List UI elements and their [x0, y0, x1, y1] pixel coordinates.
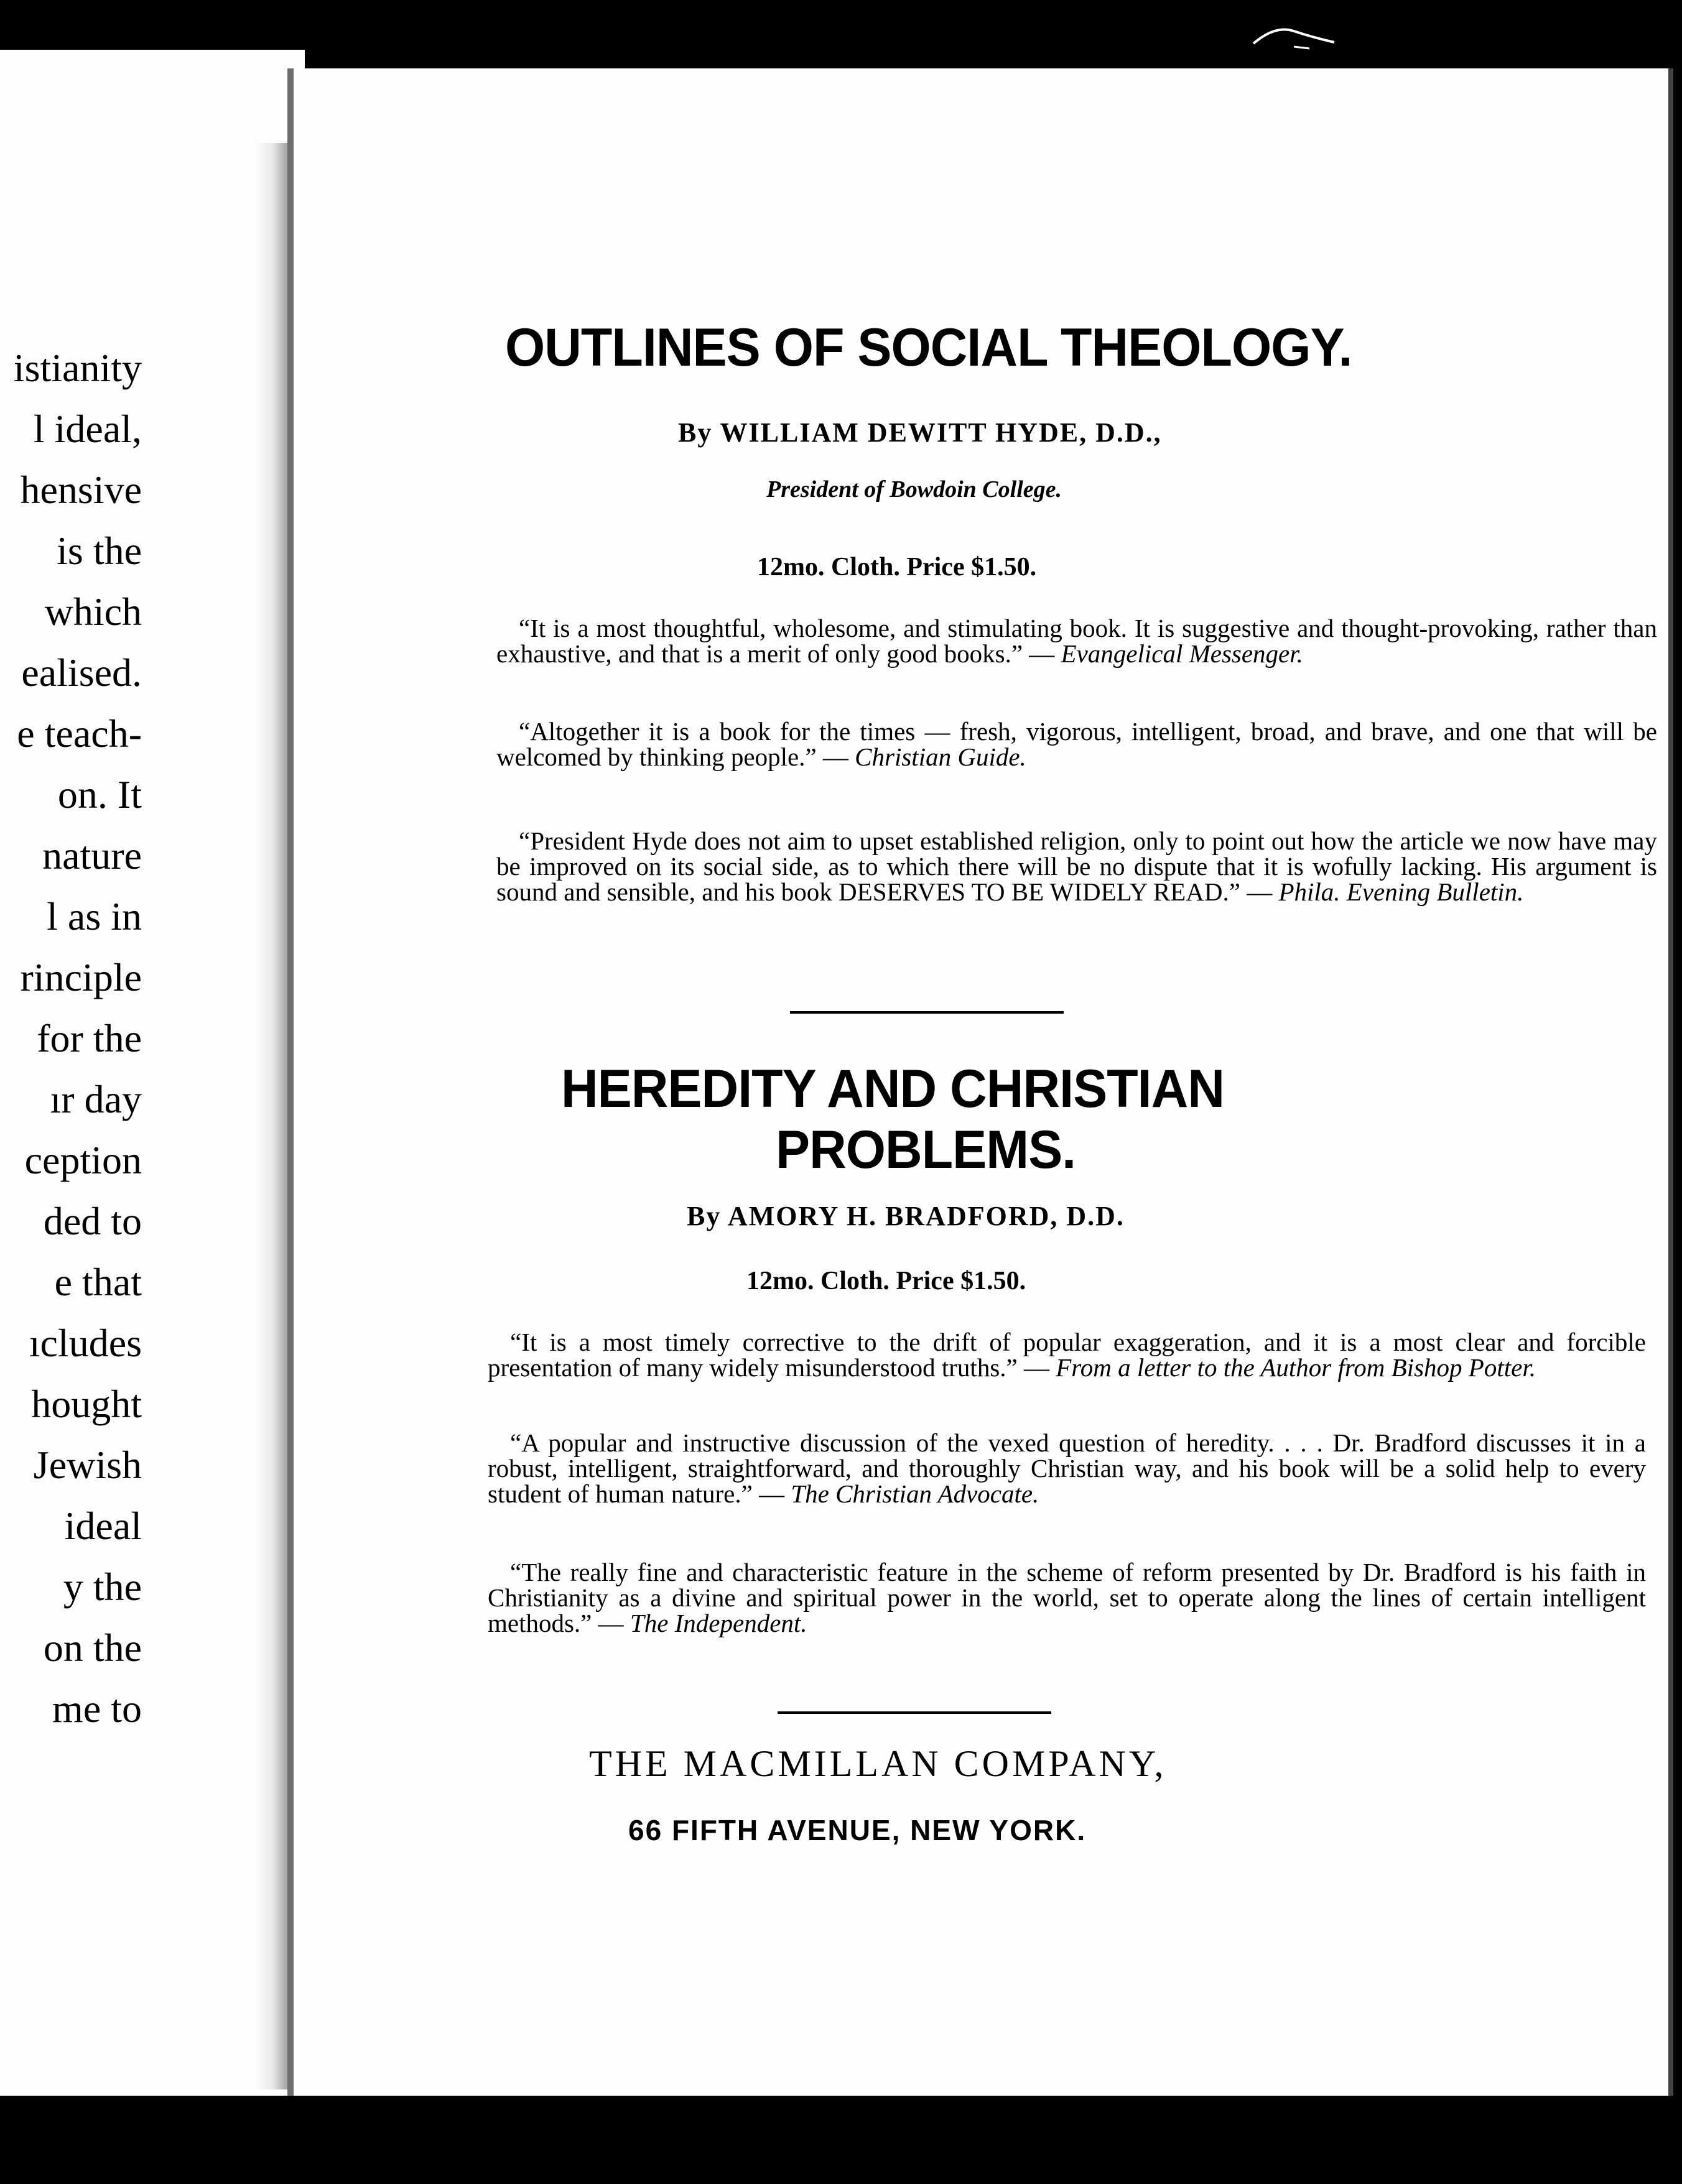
- left-line: hought: [31, 1382, 142, 1426]
- publisher-name: THE MACMILLAN COMPANY,: [589, 1743, 1167, 1784]
- review-source: The Christian Advocate.: [791, 1479, 1039, 1508]
- left-line: ideal: [64, 1504, 142, 1548]
- review-text: “It is a most thoughtful, wholesome, and stimulating book. It is suggestive and thought-provoking, rather than exhaustive, and that is a merit of only good books.” —: [496, 614, 1657, 668]
- book1-price: 12mo. Cloth. Price $1.50.: [757, 553, 1037, 581]
- left-line: on the: [43, 1626, 142, 1670]
- review-text: “President Hyde does not aim to upset established religion, only to point out how the article we now have may be improved on its social side, as to which there will be no dispute that it is wofully lacking. His argument is sound and sensible, and his book DESERVES TO BE WIDELY READ.” —: [496, 826, 1657, 906]
- book1-title: OUTLINES OF SOCIAL THEOLOGY.: [505, 318, 1352, 377]
- review-source: Christian Guide.: [855, 743, 1026, 771]
- review-source: Phila. Evening Bulletin.: [1278, 877, 1524, 906]
- book2-title-line1: HEREDITY AND CHRISTIAN: [561, 1059, 1224, 1119]
- left-line: ception: [24, 1138, 142, 1182]
- left-line: nature: [42, 833, 142, 877]
- section-divider: [778, 1711, 1051, 1714]
- left-line: ded to: [43, 1199, 142, 1243]
- book2-review-2: [488, 1430, 1646, 1507]
- left-line: istianity: [13, 346, 142, 390]
- review-text: “A popular and instructive discussion of the vexed question of heredity. . . . Dr. Bradford discusses it in a robust, intelligent, straightforward, and thoroughly Christian way, and his book will be a solid help to every student of human nature.” —: [488, 1428, 1646, 1508]
- left-line: l as in: [47, 894, 142, 938]
- review-text: “Altogether it is a book for the times — fresh, vigorous, intelligent, broad, and brave, and one that will be welcomed by thinking people.” —: [496, 717, 1657, 771]
- left-line: for the: [37, 1016, 142, 1060]
- review-source: From a letter to the Author from Bishop Potter.: [1056, 1353, 1536, 1382]
- left-line: ealised.: [21, 650, 142, 695]
- book1-byline: By WILLIAM DEWITT HYDE, D.D.,: [678, 417, 1162, 448]
- left-line: which: [44, 590, 142, 634]
- review-text: “The really fine and characteristic feature in the scheme of reform presented by Dr. Bradford is his faith in Christianity as a divine and spiritual power in the world, set to operate along the lines of certain intelligent methods.” —: [488, 1558, 1646, 1637]
- advertisement-page: [287, 68, 1673, 2096]
- left-line: Jewish: [33, 1443, 142, 1487]
- left-line: me to: [52, 1687, 142, 1731]
- left-line: hensive: [20, 468, 142, 512]
- book2-review-3: [488, 1560, 1646, 1636]
- book1-review-3: [496, 828, 1657, 905]
- review-source: The Independent.: [630, 1609, 807, 1637]
- left-line: rinciple: [20, 955, 142, 999]
- review-text: “It is a most timely corrective to the drift of popular exaggeration, and it is a most clear and forcible presentation of many widely misunderstood truths.” —: [488, 1328, 1646, 1382]
- review-source: Evangelical Messenger.: [1061, 639, 1303, 668]
- book2-price: 12mo. Cloth. Price $1.50.: [746, 1267, 1026, 1295]
- left-line: l ideal,: [33, 407, 142, 451]
- book2-review-1: [488, 1330, 1646, 1381]
- book1-review-1: [496, 616, 1657, 667]
- book1-subtitle: President of Bowdoin College.: [766, 476, 1062, 502]
- publisher-address: 66 FIFTH AVENUE, NEW YORK.: [628, 1814, 1087, 1846]
- book2-title-line2: PROBLEMS.: [776, 1120, 1076, 1180]
- book2-byline: By AMORY H. BRADFORD, D.D.: [687, 1201, 1125, 1231]
- left-line: on. It: [57, 772, 142, 817]
- left-line: y the: [63, 1565, 142, 1609]
- section-divider: [790, 1011, 1064, 1014]
- left-line: ır day: [50, 1077, 142, 1121]
- left-line: e teach-: [17, 711, 142, 756]
- left-line: ıcludes: [29, 1321, 142, 1365]
- left-line: e that: [54, 1260, 142, 1304]
- left-line: is the: [57, 529, 142, 573]
- pencil-mark-icon: [1250, 19, 1337, 56]
- book1-review-2: [496, 719, 1657, 770]
